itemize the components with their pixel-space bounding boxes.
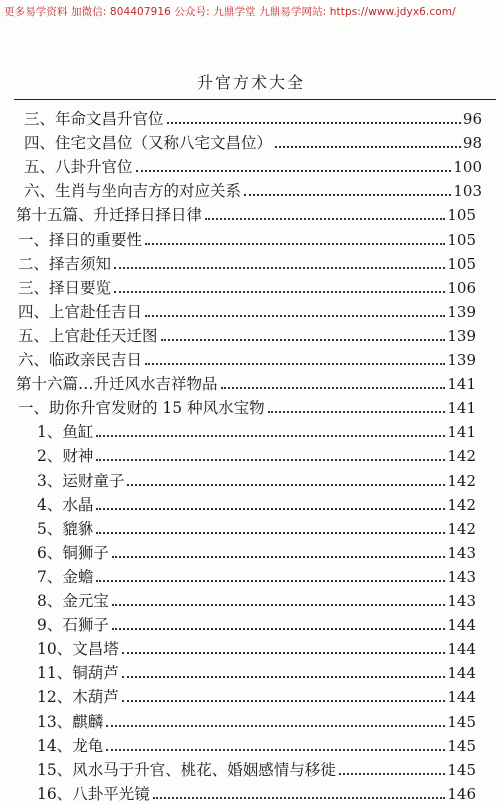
toc-page-number: 146: [447, 784, 476, 803]
toc-page-number: 105: [447, 230, 476, 249]
dot-leader: [221, 383, 446, 389]
toc-entry[interactable]: [0, 491, 502, 515]
dot-leader: [112, 552, 445, 558]
toc-page-number: 139: [447, 351, 476, 369]
dot-leader: [96, 431, 445, 437]
toc-entry[interactable]: [0, 683, 502, 707]
toc-entry-title: 13、麒麟: [37, 712, 104, 731]
dot-leader: [114, 263, 445, 269]
toc-page-number: 105: [447, 254, 476, 273]
toc-page-number: 105: [447, 206, 476, 225]
toc-entry-title: 1、鱼缸: [37, 423, 94, 442]
toc-entry[interactable]: [0, 322, 502, 346]
dot-leader: [339, 769, 446, 775]
dot-leader: [114, 287, 445, 293]
toc-entry-title: 14、龙龟: [37, 736, 104, 755]
toc-page-number: 139: [447, 326, 476, 345]
toc-entry-title: 2、财神: [37, 447, 94, 466]
dot-leader: [112, 624, 445, 630]
toc-entry-title: 三、择日要览: [18, 278, 112, 297]
dot-leader: [96, 455, 445, 461]
toc-page-number: 144: [447, 616, 476, 635]
toc-entry-title: 一、助你升官发财的 15 种风水宝物: [18, 399, 265, 418]
dot-leader: [122, 648, 446, 654]
toc-entry[interactable]: [0, 587, 502, 611]
toc-entry[interactable]: [0, 780, 502, 804]
dot-leader: [145, 239, 445, 245]
dot-leader: [275, 142, 461, 148]
toc-page-number: 144: [447, 688, 476, 707]
dot-leader: [153, 793, 446, 799]
dot-leader: [268, 407, 446, 413]
toc-page-number: 139: [447, 302, 476, 321]
toc-entry[interactable]: [0, 274, 502, 298]
toc-entry-title: 3、运财童子: [37, 471, 125, 490]
dot-leader: [127, 480, 445, 486]
dot-leader: [205, 214, 445, 220]
toc-entry[interactable]: [0, 467, 502, 491]
toc-page-number: 98: [462, 134, 482, 153]
toc-entry-title: 6、铜狮子: [37, 543, 109, 562]
toc-entry-title: 二、择吉须知: [18, 254, 112, 273]
toc-entry[interactable]: [0, 201, 502, 225]
toc-page-number: 144: [447, 664, 476, 683]
toc-page-number: 143: [447, 543, 476, 562]
toc-entry[interactable]: [0, 635, 502, 659]
toc-page-number: 145: [447, 712, 476, 731]
toc-entry-title: 8、金元宝: [37, 592, 109, 610]
dot-leader: [96, 576, 445, 582]
toc-entry[interactable]: [0, 442, 502, 466]
toc-entry[interactable]: [0, 563, 502, 587]
dot-leader: [244, 190, 451, 196]
toc-entry-title: 第十六篇…升迁风水吉祥物品: [16, 375, 218, 394]
toc-entry-title: 11、铜葫芦: [37, 664, 119, 683]
dot-leader: [96, 528, 445, 534]
toc-page-number: 106: [447, 278, 476, 297]
toc-page-number: 143: [447, 567, 476, 586]
toc-page-number: 103: [453, 182, 482, 201]
dot-leader: [145, 311, 445, 317]
toc-entry[interactable]: [0, 346, 502, 370]
toc-entry[interactable]: [0, 611, 502, 635]
toc-entry-title: 12、木葫芦: [37, 688, 119, 707]
toc-entry-title: 五、上官赴任天迁图: [18, 326, 158, 345]
toc-entry[interactable]: [0, 105, 502, 129]
toc-entry[interactable]: [0, 250, 502, 274]
toc-page-number: 142: [447, 471, 476, 490]
toc-entry[interactable]: [0, 756, 502, 780]
toc-entry-title: 9、石狮子: [37, 616, 109, 635]
toc-entry[interactable]: [0, 129, 502, 153]
toc-entry-title: 五、八卦升官位: [24, 158, 133, 177]
toc-entry[interactable]: [0, 177, 502, 201]
dot-leader: [161, 335, 446, 341]
page-title: 升官方术大全: [196, 73, 305, 92]
toc-page-number: 145: [447, 760, 476, 779]
toc-page-number: 142: [447, 519, 476, 538]
toc-page-number: 100: [453, 158, 482, 177]
toc-entry-title: 第十五篇、升迁择日择日律: [16, 206, 203, 225]
toc-entry-title: 四、住宅文昌位（又称八宅文昌位）: [24, 134, 273, 153]
dot-leader: [96, 504, 445, 510]
toc-entry-title: 10、文昌塔: [37, 640, 119, 659]
toc-entry-title: 7、金蟾: [37, 567, 94, 586]
dot-leader: [122, 672, 446, 678]
toc-entry[interactable]: [0, 515, 502, 539]
toc-entry-title: 15、风水马于升官、桃花、婚姻感情与移徙: [37, 760, 336, 779]
dot-leader: [167, 118, 461, 124]
dot-leader: [106, 721, 445, 727]
toc-page-number: 141: [447, 375, 476, 394]
toc-entry-title: 4、水晶: [37, 495, 94, 514]
toc-entry-title: 六、临政亲民吉日: [18, 351, 143, 369]
toc-entry-title: 六、生肖与坐向吉方的对应关系: [24, 182, 242, 201]
title-divider: [14, 99, 496, 100]
toc-page-number: 145: [447, 736, 476, 755]
toc-page-number: 141: [447, 399, 476, 418]
toc-page-number: 142: [447, 495, 476, 514]
toc-entry-title: 四、上官赴任吉日: [18, 302, 143, 321]
toc-entry-title: 16、八卦平光镜: [37, 784, 150, 803]
dot-leader: [122, 696, 446, 702]
toc-page-number: 143: [447, 592, 476, 610]
dot-leader: [136, 166, 452, 172]
toc-entry[interactable]: [0, 659, 502, 683]
toc-entry[interactable]: [0, 298, 502, 322]
toc-entry[interactable]: [0, 394, 502, 418]
toc-entry[interactable]: [0, 370, 502, 394]
dot-leader: [106, 745, 445, 751]
toc-entry[interactable]: [0, 226, 502, 250]
toc-entry[interactable]: [0, 539, 502, 563]
toc-entry-title: 5、貔貅: [37, 519, 94, 538]
dot-leader: [112, 600, 445, 606]
toc-page-number: 141: [447, 423, 476, 442]
toc-entry-title: 一、择日的重要性: [18, 230, 143, 249]
dot-leader: [145, 359, 445, 365]
toc-entry[interactable]: [0, 708, 502, 732]
toc-page-number: 142: [447, 447, 476, 466]
toc-entry[interactable]: [0, 732, 502, 756]
toc-page-number: 144: [447, 640, 476, 659]
toc-entry[interactable]: [0, 153, 502, 177]
toc-page-number: 96: [462, 110, 482, 128]
toc-entry[interactable]: [0, 418, 502, 442]
top-banner: 更多易学资料 加微信: 804407916 公众号: 九鼎学堂 九鼎易学网站: https://www.jdyx6.com/: [4, 6, 456, 18]
toc-entry-title: 三、年命文昌升官位: [24, 110, 164, 128]
